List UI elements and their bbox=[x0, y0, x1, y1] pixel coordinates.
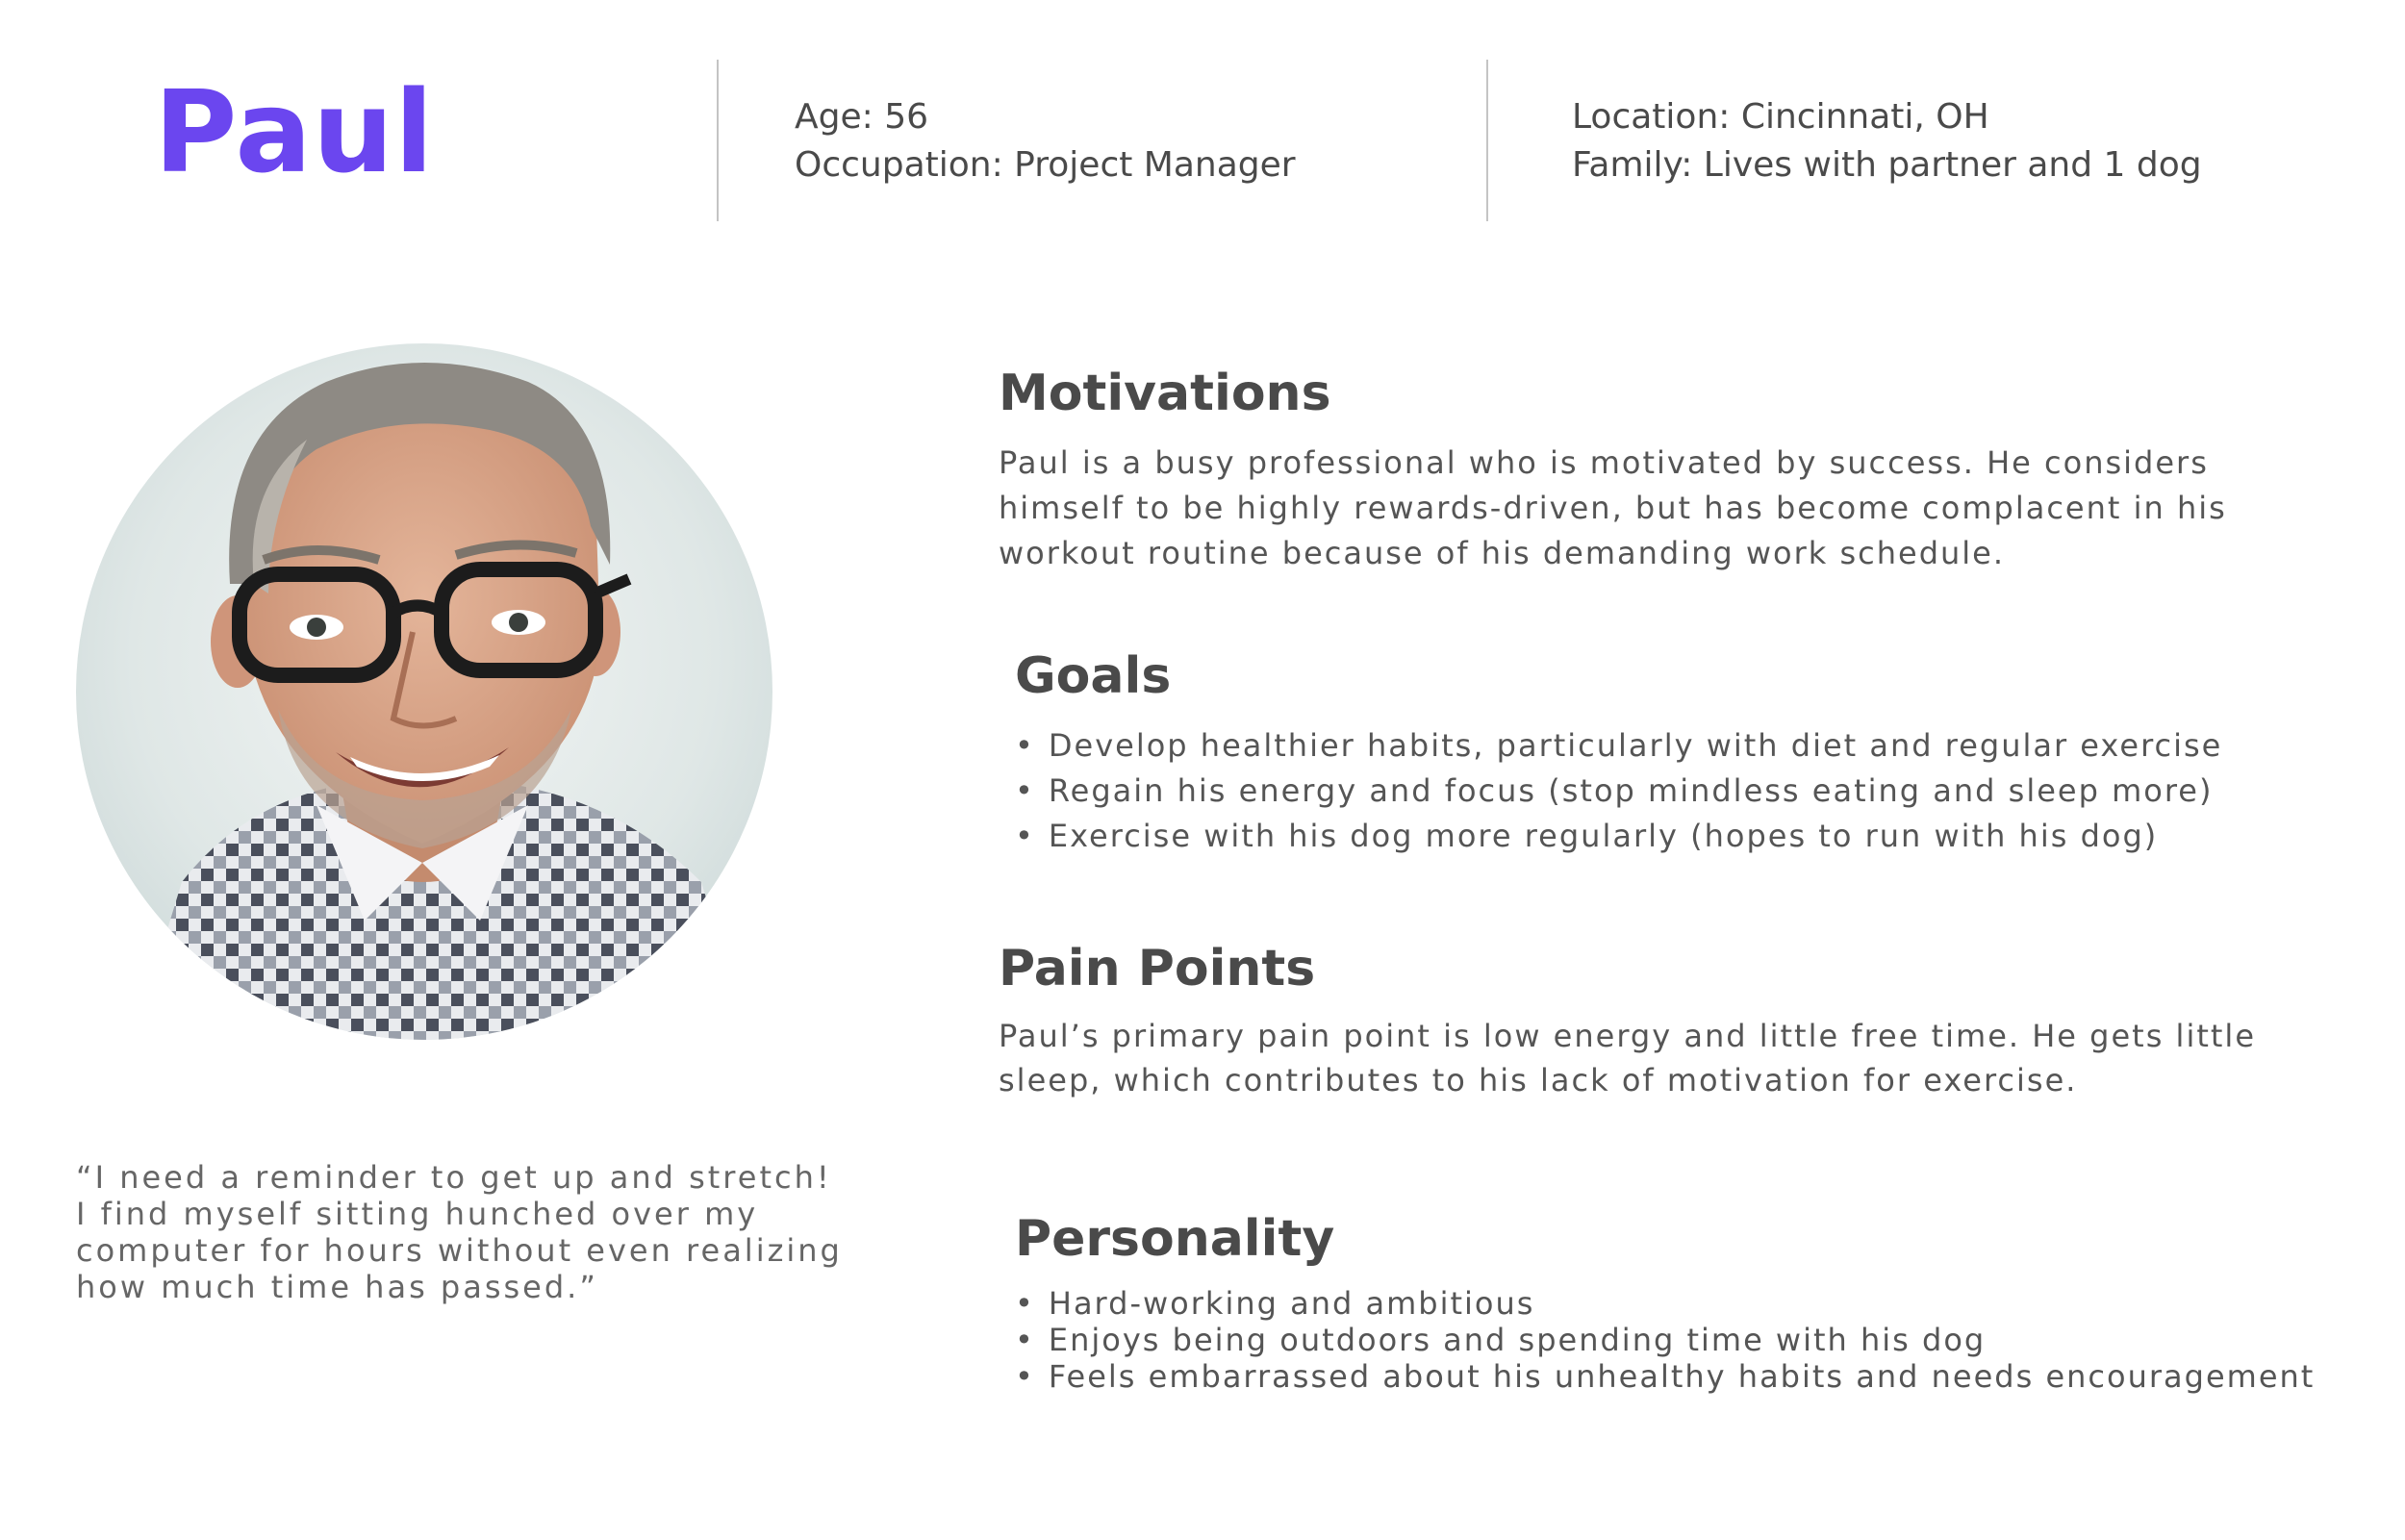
personality-list bbox=[1015, 1285, 2315, 1395]
occupation-text: Occupation: Project Manager bbox=[795, 145, 1296, 185]
bullet-icon: • bbox=[1015, 1322, 1035, 1358]
motivations-line: Paul is a busy professional who is motivated by success. He considers bbox=[999, 444, 2209, 481]
quote-line: how much time has passed.” bbox=[76, 1269, 598, 1305]
personality-item bbox=[1015, 1285, 2315, 1322]
goals-item-text: Exercise with his dog more regularly (hopes to run with his dog) bbox=[1048, 818, 2159, 854]
header-divider-right bbox=[1486, 60, 1488, 221]
goals-item-text: Regain his energy and focus (stop mindless eating and sleep more) bbox=[1048, 772, 2214, 809]
person-photo-icon bbox=[76, 343, 772, 1040]
goals-item bbox=[1015, 723, 2222, 769]
goals-list bbox=[1015, 723, 2222, 859]
bullet-icon: • bbox=[1015, 818, 1035, 854]
family-text: Family: Lives with partner and 1 dog bbox=[1572, 145, 2202, 185]
demographics-block bbox=[795, 93, 1296, 189]
personality-item-text: Enjoys being outdoors and spending time with his dog bbox=[1048, 1322, 1987, 1358]
goals-item-text: Develop healthier habits, particularly with diet and regular exercise bbox=[1048, 727, 2223, 764]
bullet-icon: • bbox=[1015, 727, 1035, 764]
location-text: Location: Cincinnati, OH bbox=[1572, 97, 1989, 137]
pain-points-line: sleep, which contributes to his lack of motivation for exercise. bbox=[999, 1062, 2078, 1098]
goals-item bbox=[1015, 814, 2222, 859]
goals-item bbox=[1015, 769, 2222, 814]
personality-item bbox=[1015, 1358, 2315, 1395]
personality-item-text: Hard-working and ambitious bbox=[1048, 1285, 1535, 1322]
goals-heading: Goals bbox=[1015, 647, 1172, 705]
bullet-icon: • bbox=[1015, 1358, 1035, 1395]
persona-quote bbox=[76, 1159, 942, 1305]
age-text: Age: 56 bbox=[795, 97, 929, 137]
pain-points-line: Paul’s primary pain point is low energy and little free time. He gets little bbox=[999, 1018, 2256, 1054]
motivations-text bbox=[999, 441, 2227, 576]
pain-points-text bbox=[999, 1014, 2256, 1102]
motivations-heading: Motivations bbox=[999, 365, 1331, 422]
quote-line: “I need a reminder to get up and stretch! bbox=[76, 1159, 832, 1196]
personality-item-text: Feels embarrassed about his unhealthy habits and needs encouragement bbox=[1048, 1358, 2316, 1395]
header-divider-left bbox=[717, 60, 719, 221]
background-block bbox=[1572, 93, 2202, 189]
bullet-icon: • bbox=[1015, 1285, 1035, 1322]
bullet-icon: • bbox=[1015, 772, 1035, 809]
motivations-line: himself to be highly rewards-driven, but has become complacent in his bbox=[999, 490, 2227, 526]
quote-line: I find myself sitting hunched over my bbox=[76, 1196, 759, 1232]
personality-heading: Personality bbox=[1015, 1210, 1335, 1268]
quote-line: computer for hours without even realizing bbox=[76, 1232, 843, 1269]
persona-photo bbox=[76, 343, 772, 1040]
motivations-line: workout routine because of his demanding work schedule. bbox=[999, 535, 2006, 571]
pain-points-heading: Pain Points bbox=[999, 940, 1316, 997]
persona-name: Paul bbox=[154, 65, 435, 198]
personality-item bbox=[1015, 1322, 2315, 1358]
